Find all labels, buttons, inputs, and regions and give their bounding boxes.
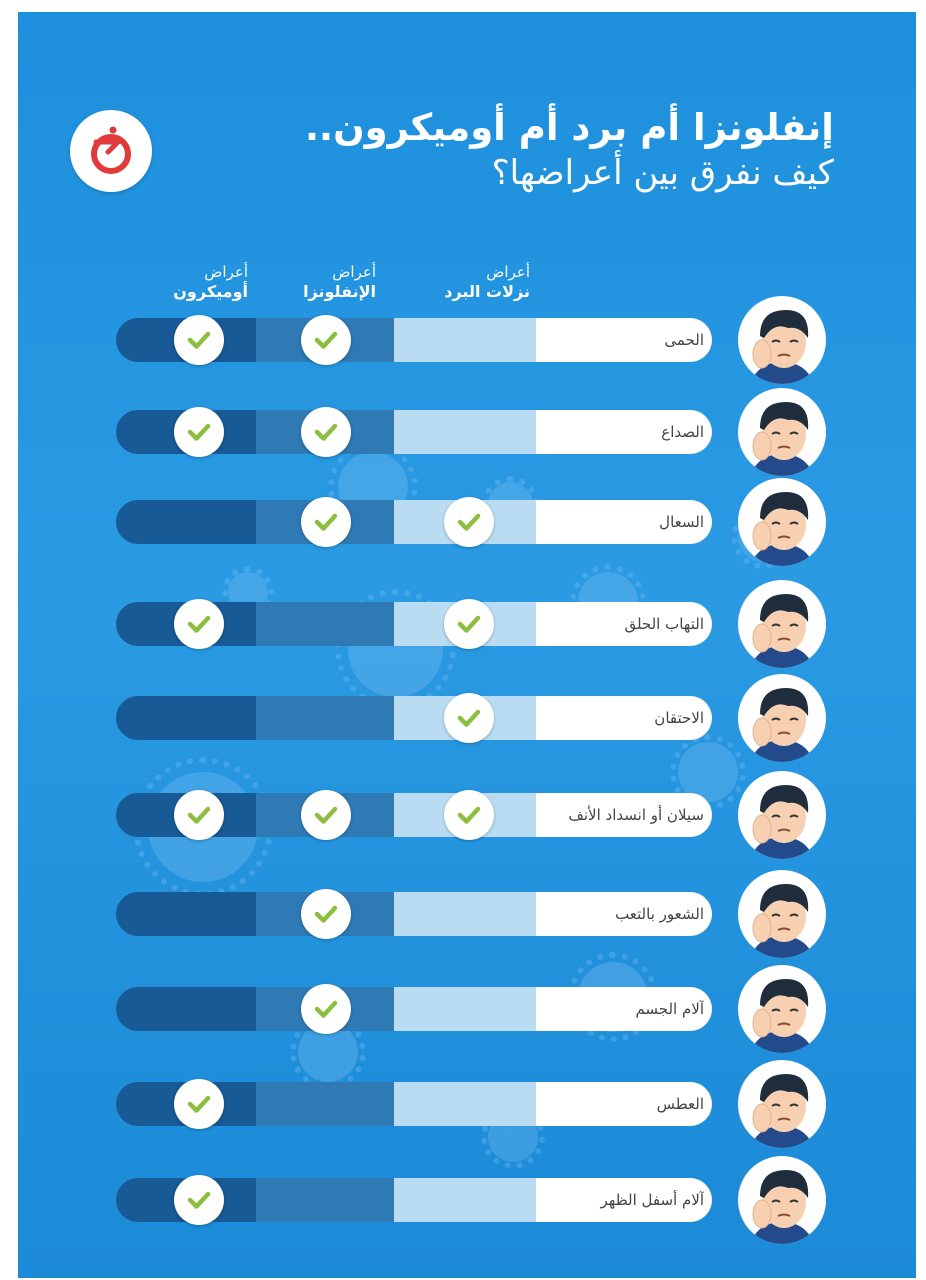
- face-icon: [738, 296, 826, 384]
- face-icon: [738, 1156, 826, 1244]
- symptom-label: العطس: [656, 1095, 704, 1113]
- omicron-check: [174, 1175, 224, 1225]
- check-icon: [311, 325, 341, 355]
- avatar: [738, 771, 826, 859]
- cold-check: [444, 497, 494, 547]
- cold-segment: [394, 987, 536, 1031]
- symptom-label: آلام أسفل الظهر: [600, 1191, 704, 1209]
- column-header-line2: أوميكرون: [173, 282, 248, 301]
- avatar: [738, 870, 826, 958]
- symptom-bar: [116, 987, 712, 1031]
- column-header-line2: نزلات البرد: [444, 282, 530, 301]
- column-header-flu: [246, 262, 376, 302]
- symptom-row: [116, 1178, 916, 1222]
- flu-check: [301, 407, 351, 457]
- title-line-1: إنفلونزا أم برد أم أوميكرون..: [304, 106, 834, 149]
- cold-segment: [394, 410, 536, 454]
- column-header-line1: أعراض: [204, 263, 248, 281]
- symptom-row: [116, 1082, 916, 1126]
- check-icon: [311, 899, 341, 929]
- symptom-row: [116, 892, 916, 936]
- symptom-bar: [116, 892, 712, 936]
- face-icon: [738, 771, 826, 859]
- avatar: [738, 1156, 826, 1244]
- cold-segment: [394, 1082, 536, 1126]
- check-icon: [184, 417, 214, 447]
- flu-segment: [256, 1178, 394, 1222]
- check-icon: [184, 325, 214, 355]
- symptom-label: السعال: [659, 513, 704, 531]
- infographic: [18, 12, 916, 1278]
- omicron-segment: [116, 987, 256, 1031]
- flu-check: [301, 984, 351, 1034]
- check-icon: [184, 800, 214, 830]
- omicron-check: [174, 315, 224, 365]
- check-icon: [454, 800, 484, 830]
- omicron-segment: [116, 892, 256, 936]
- page-title: [234, 106, 834, 194]
- column-header-line2: الإنفلونزا: [303, 282, 376, 301]
- symptom-row: [116, 410, 916, 454]
- avatar: [738, 296, 826, 384]
- check-icon: [454, 507, 484, 537]
- flu-check: [301, 315, 351, 365]
- symptom-label: التهاب الحلق: [624, 615, 704, 633]
- symptom-row: [116, 793, 916, 837]
- cold-check: [444, 693, 494, 743]
- symptom-label: سيلان أو انسداد الأنف: [568, 806, 704, 824]
- column-header-cold: [400, 262, 530, 302]
- cold-segment: [394, 318, 536, 362]
- symptom-bar: [116, 696, 712, 740]
- flu-segment: [256, 602, 394, 646]
- symptom-row: [116, 318, 916, 362]
- flu-segment: [256, 1082, 394, 1126]
- symptom-row: [116, 696, 916, 740]
- check-icon: [454, 609, 484, 639]
- check-icon: [311, 417, 341, 447]
- face-icon: [738, 965, 826, 1053]
- flu-check: [301, 497, 351, 547]
- cold-segment: [394, 1178, 536, 1222]
- symptom-label: الشعور بالتعب: [615, 905, 704, 923]
- cold-check: [444, 599, 494, 649]
- check-icon: [311, 994, 341, 1024]
- symptom-row: [116, 602, 916, 646]
- logo: [70, 110, 152, 192]
- flu-segment: [256, 696, 394, 740]
- omicron-check: [174, 1079, 224, 1129]
- cold-check: [444, 790, 494, 840]
- flu-check: [301, 889, 351, 939]
- flu-check: [301, 790, 351, 840]
- check-icon: [184, 609, 214, 639]
- avatar: [738, 580, 826, 668]
- column-header-line1: أعراض: [486, 263, 530, 281]
- symptom-row: [116, 987, 916, 1031]
- omicron-segment: [116, 500, 256, 544]
- check-icon: [311, 507, 341, 537]
- check-icon: [311, 800, 341, 830]
- omicron-check: [174, 790, 224, 840]
- symptom-bar: [116, 500, 712, 544]
- face-icon: [738, 388, 826, 476]
- cold-segment: [394, 892, 536, 936]
- face-icon: [738, 580, 826, 668]
- omicron-check: [174, 407, 224, 457]
- column-header-line1: أعراض: [332, 263, 376, 281]
- symptom-row: [116, 500, 916, 544]
- face-icon: [738, 1060, 826, 1148]
- avatar: [738, 674, 826, 762]
- check-icon: [454, 703, 484, 733]
- avatar: [738, 388, 826, 476]
- avatar: [738, 478, 826, 566]
- symptom-label: الاحتقان: [654, 709, 704, 727]
- check-icon: [184, 1089, 214, 1119]
- symptom-label: آلام الجسم: [635, 1000, 704, 1018]
- symptom-label: الصداع: [661, 423, 704, 441]
- avatar: [738, 965, 826, 1053]
- face-icon: [738, 478, 826, 566]
- omicron-check: [174, 599, 224, 649]
- symptom-label: الحمى: [664, 331, 704, 349]
- title-line-2: كيف نفرق بين أعراضها؟: [491, 153, 834, 193]
- face-icon: [738, 674, 826, 762]
- column-header-omicron: [118, 262, 248, 302]
- check-icon: [184, 1185, 214, 1215]
- logo-icon: [82, 122, 140, 180]
- face-icon: [738, 870, 826, 958]
- omicron-segment: [116, 696, 256, 740]
- avatar: [738, 1060, 826, 1148]
